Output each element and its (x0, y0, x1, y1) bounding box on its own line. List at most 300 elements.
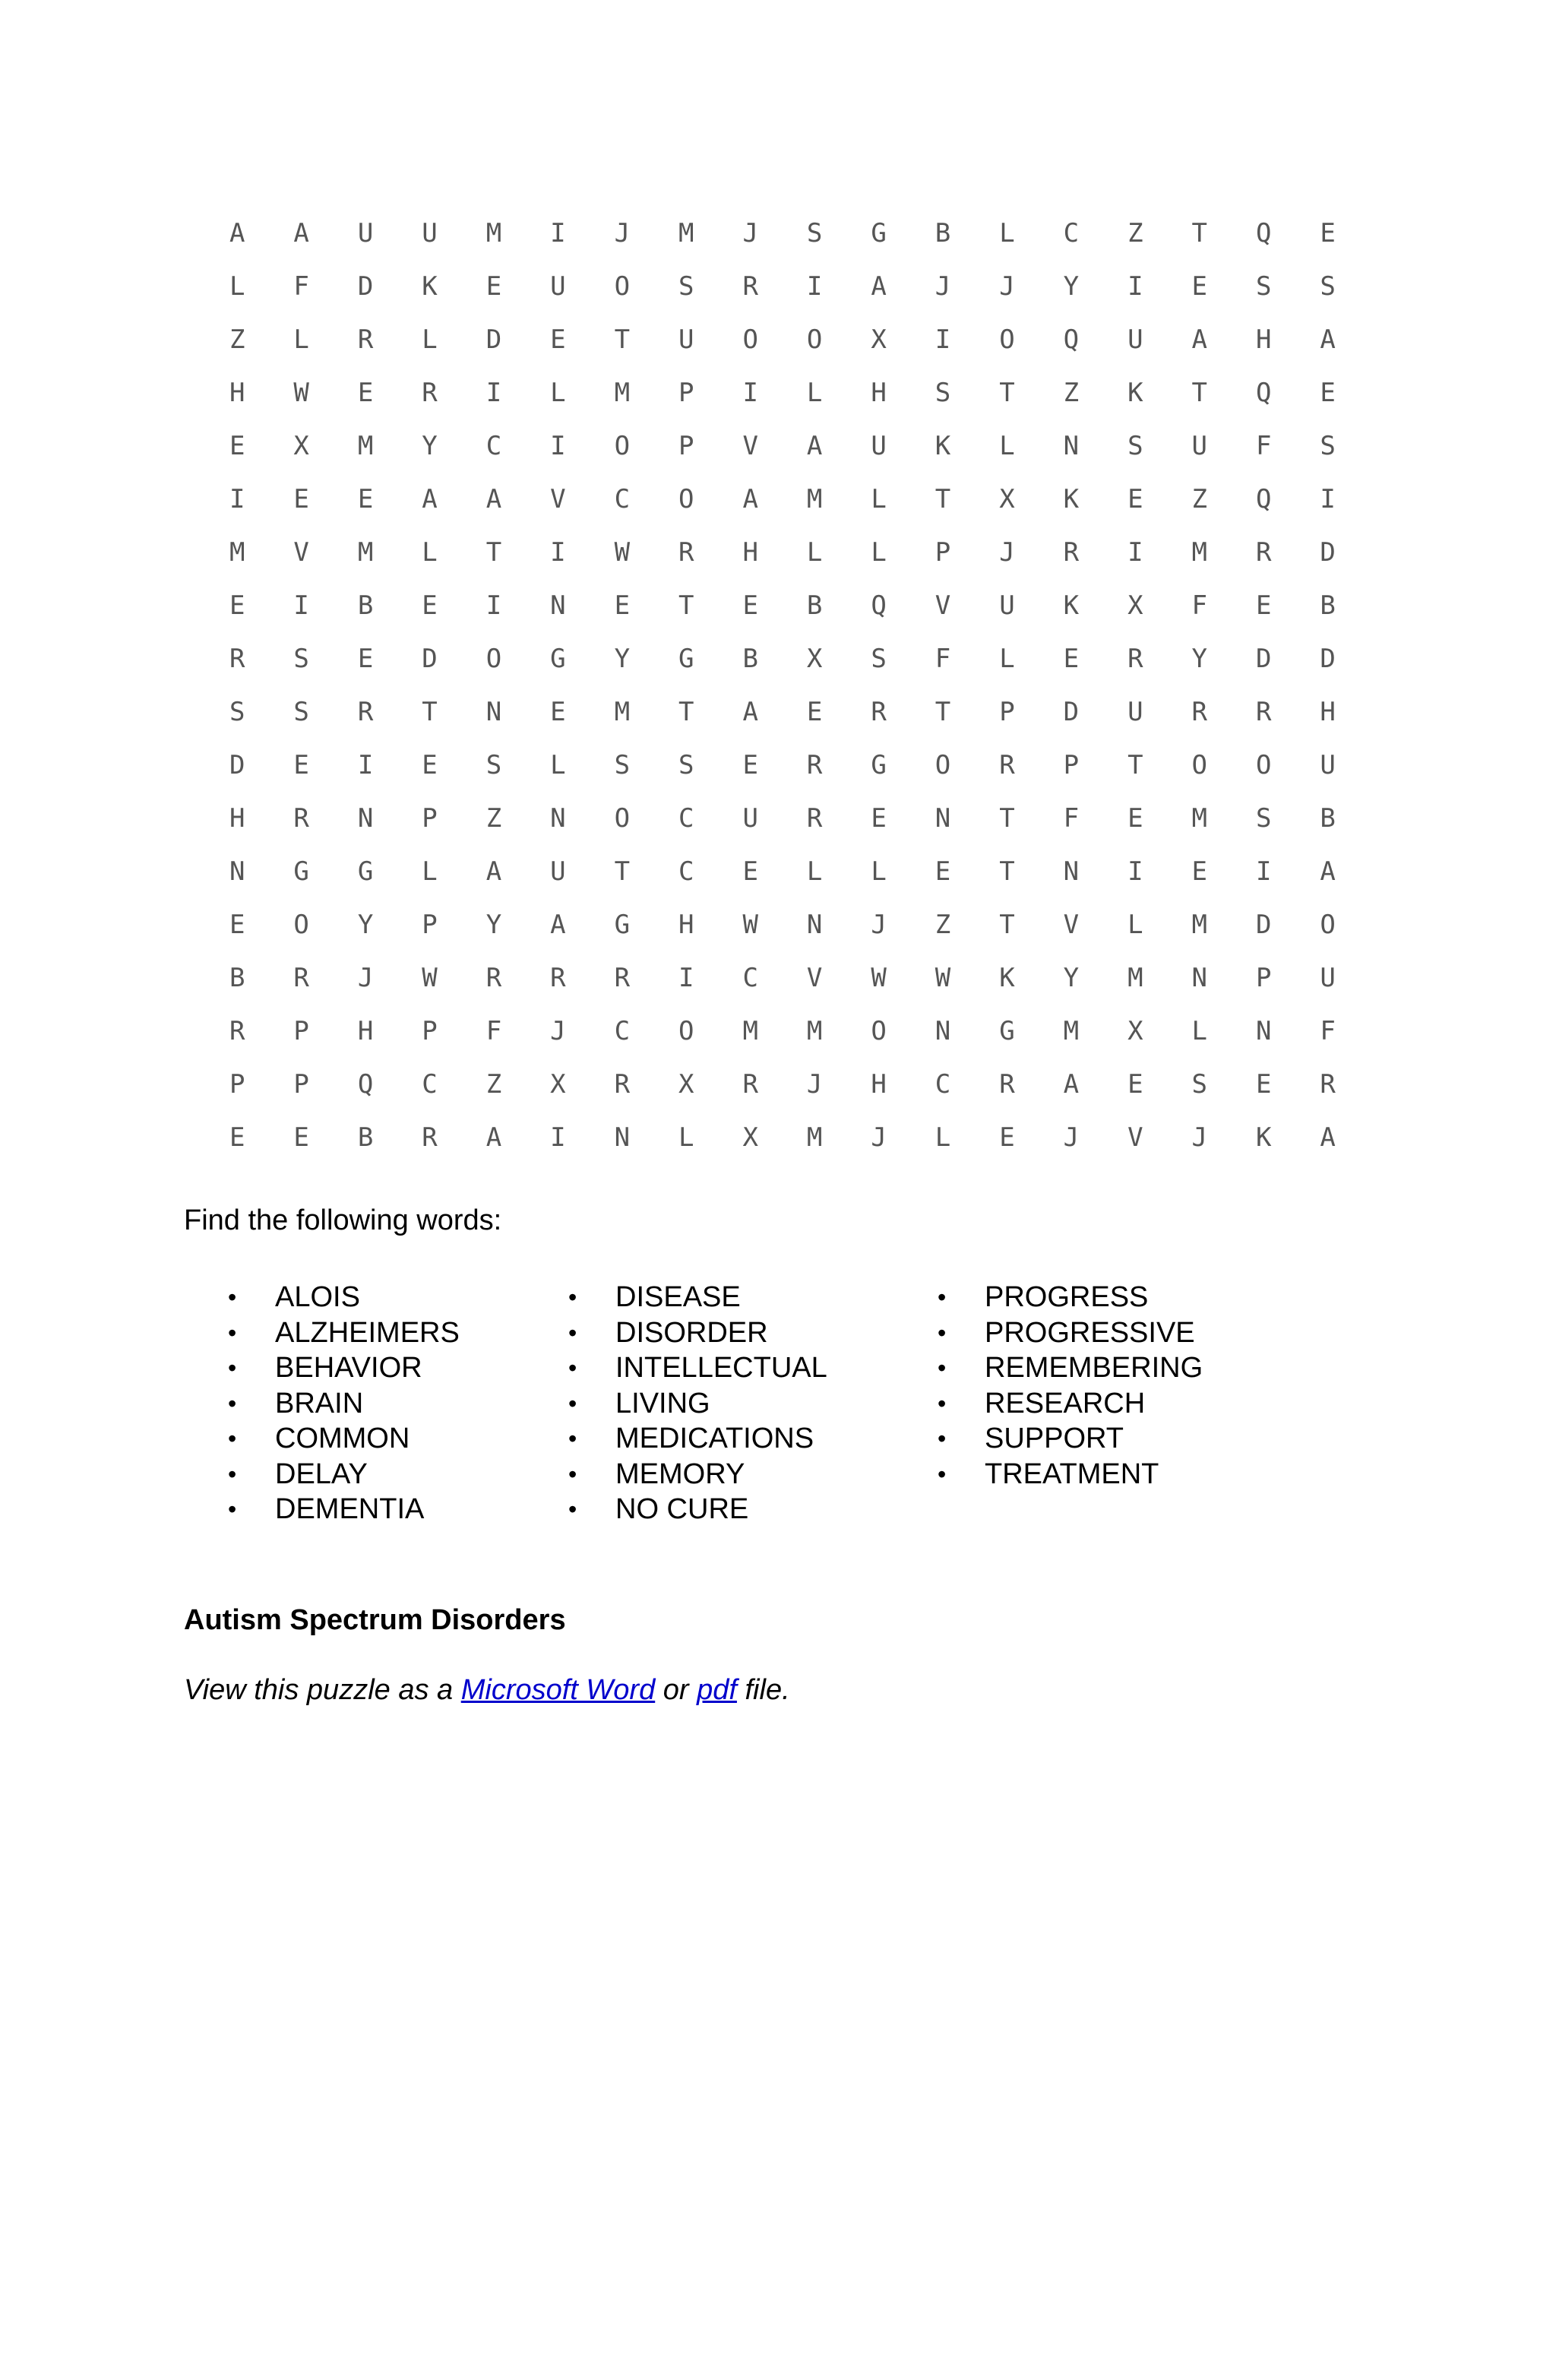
grid-letter: I (806, 271, 823, 302)
grid-letter: N (1191, 963, 1208, 993)
grid-letter: E (742, 590, 758, 621)
grid-letter: U (550, 856, 566, 887)
grid-letter: E (1320, 378, 1336, 408)
grid-letter: S (1255, 803, 1272, 834)
grid-letter: J (871, 1122, 887, 1153)
grid-row (205, 366, 1360, 419)
grid-letter: R (742, 1069, 758, 1100)
grid-letter: M (614, 697, 631, 727)
grid-row (205, 526, 1360, 579)
grid-letter: M (357, 537, 374, 568)
grid-letter: R (742, 271, 758, 302)
grid-letter: P (422, 910, 438, 940)
grid-letter: A (806, 431, 823, 461)
grid-row (205, 579, 1360, 632)
grid-letter: I (1127, 856, 1143, 887)
grid-letter: U (1191, 431, 1208, 461)
grid-letter: I (678, 963, 694, 993)
grid-letter: A (1191, 324, 1208, 355)
grid-letter: S (1255, 271, 1272, 302)
grid-letter: Q (871, 590, 887, 621)
grid-letter: M (806, 484, 823, 514)
grid-letter: E (1191, 856, 1208, 887)
grid-row (205, 1058, 1360, 1111)
grid-letter: U (1127, 324, 1143, 355)
grid-letter: I (1320, 484, 1336, 514)
grid-letter: E (485, 271, 502, 302)
grid-letter: G (871, 218, 887, 248)
grid-letter: N (1063, 431, 1080, 461)
grid-letter: C (485, 431, 502, 461)
grid-letter: Y (357, 910, 374, 940)
grid-letter: R (422, 378, 438, 408)
grid-letter: E (1127, 1069, 1143, 1100)
grid-letter: O (678, 1016, 694, 1046)
grid-letter: I (485, 590, 502, 621)
grid-letter: E (550, 697, 566, 727)
grid-letter: L (1127, 910, 1143, 940)
grid-letter: G (678, 644, 694, 674)
grid-letter: V (550, 484, 566, 514)
grid-letter: Q (1255, 218, 1272, 248)
grid-letter: R (293, 803, 309, 834)
grid-letter: X (293, 431, 309, 461)
grid-letter: R (293, 963, 309, 993)
grid-letter: Y (614, 644, 631, 674)
view-puzzle-line (184, 1673, 790, 1707)
view-line-middle: or (655, 1674, 697, 1706)
grid-letter: E (293, 484, 309, 514)
word-list-item: • INTELLECTUAL (524, 1350, 827, 1386)
grid-row (205, 313, 1360, 366)
grid-letter: E (1255, 590, 1272, 621)
grid-letter: S (1127, 431, 1143, 461)
word-list-column-2 (524, 1280, 827, 1527)
grid-letter: G (550, 644, 566, 674)
grid-letter: Z (1191, 484, 1208, 514)
grid-letter: L (999, 218, 1015, 248)
grid-letter: G (999, 1016, 1015, 1046)
grid-letter: N (485, 697, 502, 727)
grid-row (205, 207, 1360, 260)
grid-row (205, 845, 1360, 898)
grid-letter: D (485, 324, 502, 355)
grid-letter: E (1127, 484, 1143, 514)
grid-letter: W (935, 963, 951, 993)
word-list-item: • REMEMBERING (893, 1350, 1203, 1386)
grid-letter: G (614, 910, 631, 940)
grid-letter: S (1191, 1069, 1208, 1100)
grid-letter: J (614, 218, 631, 248)
grid-letter: R (999, 1069, 1015, 1100)
grid-letter: O (999, 324, 1015, 355)
grid-letter: K (1063, 484, 1080, 514)
grid-letter: H (871, 1069, 887, 1100)
word-list (184, 1280, 1399, 1538)
grid-letter: A (742, 484, 758, 514)
grid-letter: H (871, 378, 887, 408)
grid-letter: T (1191, 218, 1208, 248)
grid-letter: T (485, 537, 502, 568)
grid-letter: P (1063, 750, 1080, 780)
grid-letter: T (999, 803, 1015, 834)
word-list-column-1 (184, 1280, 460, 1527)
grid-letter: V (935, 590, 951, 621)
grid-letter: E (1127, 803, 1143, 834)
grid-letter: J (999, 537, 1015, 568)
grid-letter: P (678, 378, 694, 408)
grid-letter: T (1127, 750, 1143, 780)
grid-letter: H (229, 803, 245, 834)
grid-letter: T (999, 910, 1015, 940)
grid-letter: Z (1127, 218, 1143, 248)
grid-letter: O (935, 750, 951, 780)
word-list-item: • BRAIN (184, 1386, 460, 1422)
grid-letter: E (357, 484, 374, 514)
grid-letter: S (935, 378, 951, 408)
grid-letter: L (422, 537, 438, 568)
grid-letter: U (357, 218, 374, 248)
grid-letter: X (550, 1069, 566, 1100)
grid-letter: Y (485, 910, 502, 940)
grid-letter: V (1127, 1122, 1143, 1153)
grid-letter: E (422, 590, 438, 621)
grid-letter: E (550, 324, 566, 355)
grid-letter: P (935, 537, 951, 568)
grid-letter: A (293, 218, 309, 248)
grid-letter: L (1191, 1016, 1208, 1046)
grid-letter: P (1255, 963, 1272, 993)
grid-row (205, 792, 1360, 845)
grid-letter: S (806, 218, 823, 248)
grid-letter: V (742, 431, 758, 461)
grid-letter: K (1063, 590, 1080, 621)
grid-letter: X (678, 1069, 694, 1100)
grid-letter: A (1320, 856, 1336, 887)
word-list-item: • NO CURE (524, 1492, 827, 1527)
grid-letter: N (614, 1122, 631, 1153)
grid-letter: G (293, 856, 309, 887)
word-list-item: • DISORDER (524, 1315, 827, 1351)
grid-letter: V (1063, 910, 1080, 940)
grid-letter: H (1255, 324, 1272, 355)
grid-letter: P (678, 431, 694, 461)
grid-letter: J (999, 271, 1015, 302)
grid-letter: R (806, 803, 823, 834)
grid-letter: N (550, 590, 566, 621)
word-list-item: • MEMORY (524, 1457, 827, 1492)
grid-letter: T (1191, 378, 1208, 408)
grid-letter: E (357, 644, 374, 674)
word-list-item: • LIVING (524, 1386, 827, 1422)
grid-letter: K (1127, 378, 1143, 408)
grid-letter: W (422, 963, 438, 993)
grid-letter: S (485, 750, 502, 780)
grid-letter: Z (229, 324, 245, 355)
grid-letter: O (1191, 750, 1208, 780)
grid-letter: B (357, 590, 374, 621)
microsoft-word-link[interactable]: Microsoft Word (460, 1674, 656, 1706)
grid-letter: D (1063, 697, 1080, 727)
grid-letter: H (1320, 697, 1336, 727)
grid-letter: A (485, 856, 502, 887)
grid-letter: T (614, 324, 631, 355)
word-list-item: • PROGRESS (893, 1280, 1203, 1315)
grid-letter: R (999, 750, 1015, 780)
grid-letter: E (229, 910, 245, 940)
grid-letter: J (1063, 1122, 1080, 1153)
grid-letter: C (742, 963, 758, 993)
grid-letter: I (1127, 271, 1143, 302)
grid-letter: T (935, 697, 951, 727)
grid-letter: C (614, 484, 631, 514)
grid-letter: Q (357, 1069, 374, 1100)
grid-letter: F (485, 1016, 502, 1046)
grid-letter: C (678, 803, 694, 834)
grid-letter: T (999, 378, 1015, 408)
grid-letter: O (293, 910, 309, 940)
grid-letter: E (742, 750, 758, 780)
grid-letter: R (229, 644, 245, 674)
grid-letter: N (550, 803, 566, 834)
grid-letter: H (742, 537, 758, 568)
grid-letter: S (293, 644, 309, 674)
grid-letter: X (999, 484, 1015, 514)
grid-letter: E (806, 697, 823, 727)
grid-letter: A (485, 484, 502, 514)
grid-letter: O (485, 644, 502, 674)
grid-letter: L (999, 644, 1015, 674)
grid-letter: S (678, 271, 694, 302)
grid-letter: D (1255, 644, 1272, 674)
grid-letter: R (550, 963, 566, 993)
grid-letter: J (357, 963, 374, 993)
section-heading: Autism Spectrum Disorders (184, 1604, 566, 1636)
grid-letter: V (293, 537, 309, 568)
word-list-item: • ALOIS (184, 1280, 460, 1315)
grid-letter: M (229, 537, 245, 568)
grid-letter: J (871, 910, 887, 940)
word-list-item: • DELAY (184, 1457, 460, 1492)
grid-letter: P (293, 1016, 309, 1046)
grid-letter: R (1127, 644, 1143, 674)
grid-letter: B (742, 644, 758, 674)
grid-letter: M (1191, 803, 1208, 834)
grid-row (205, 951, 1360, 1005)
grid-letter: X (871, 324, 887, 355)
grid-letter: L (806, 378, 823, 408)
grid-row (205, 739, 1360, 792)
grid-letter: J (1191, 1122, 1208, 1153)
grid-letter: A (229, 218, 245, 248)
grid-letter: E (293, 750, 309, 780)
grid-letter: M (485, 218, 502, 248)
grid-row (205, 685, 1360, 739)
grid-row (205, 473, 1360, 526)
grid-letter: N (935, 1016, 951, 1046)
grid-letter: U (422, 218, 438, 248)
grid-letter: R (1191, 697, 1208, 727)
grid-letter: O (742, 324, 758, 355)
grid-letter: M (1127, 963, 1143, 993)
grid-letter: U (1127, 697, 1143, 727)
grid-letter: R (806, 750, 823, 780)
grid-letter: A (1320, 1122, 1336, 1153)
grid-letter: L (806, 537, 823, 568)
grid-letter: U (742, 803, 758, 834)
word-list-item: • RESEARCH (893, 1386, 1203, 1422)
word-list-item: • TREATMENT (893, 1457, 1203, 1492)
grid-letter: A (742, 697, 758, 727)
grid-letter: V (806, 963, 823, 993)
grid-letter: Q (1255, 378, 1272, 408)
grid-letter: P (229, 1069, 245, 1100)
grid-letter: X (742, 1122, 758, 1153)
grid-letter: W (871, 963, 887, 993)
grid-letter: I (229, 484, 245, 514)
grid-letter: X (1127, 590, 1143, 621)
grid-letter: S (678, 750, 694, 780)
grid-letter: O (614, 431, 631, 461)
grid-letter: I (485, 378, 502, 408)
word-list-item: • COMMON (184, 1421, 460, 1457)
grid-letter: C (422, 1069, 438, 1100)
grid-letter: D (1320, 537, 1336, 568)
grid-letter: Z (1063, 378, 1080, 408)
grid-letter: E (1191, 271, 1208, 302)
grid-letter: R (357, 697, 374, 727)
grid-letter: G (357, 856, 374, 887)
grid-letter: R (422, 1122, 438, 1153)
grid-letter: E (357, 378, 374, 408)
word-list-item: • BEHAVIOR (184, 1350, 460, 1386)
word-list-item: • PROGRESSIVE (893, 1315, 1203, 1351)
grid-letter: I (293, 590, 309, 621)
grid-letter: M (614, 378, 631, 408)
grid-letter: K (1255, 1122, 1272, 1153)
grid-letter: L (550, 378, 566, 408)
grid-letter: O (1320, 910, 1336, 940)
grid-letter: D (229, 750, 245, 780)
grid-letter: A (1320, 324, 1336, 355)
grid-letter: H (357, 1016, 374, 1046)
grid-letter: E (293, 1122, 309, 1153)
grid-letter: I (1127, 537, 1143, 568)
grid-letter: R (229, 1016, 245, 1046)
grid-letter: M (678, 218, 694, 248)
grid-letter: E (229, 590, 245, 621)
grid-letter: W (742, 910, 758, 940)
grid-letter: N (806, 910, 823, 940)
grid-letter: P (293, 1069, 309, 1100)
grid-row (205, 898, 1360, 951)
grid-letter: R (871, 697, 887, 727)
grid-letter: L (550, 750, 566, 780)
grid-letter: W (293, 378, 309, 408)
grid-letter: N (1063, 856, 1080, 887)
grid-letter: R (614, 963, 631, 993)
grid-letter: E (229, 1122, 245, 1153)
grid-letter: M (742, 1016, 758, 1046)
grid-letter: O (1255, 750, 1272, 780)
grid-letter: R (1063, 537, 1080, 568)
grid-row (205, 260, 1360, 313)
grid-letter: E (614, 590, 631, 621)
grid-letter: S (1320, 271, 1336, 302)
grid-letter: U (1320, 963, 1336, 993)
grid-letter: D (1320, 644, 1336, 674)
grid-letter: P (422, 803, 438, 834)
grid-letter: K (422, 271, 438, 302)
grid-letter: I (935, 324, 951, 355)
grid-letter: I (550, 431, 566, 461)
grid-letter: N (935, 803, 951, 834)
grid-letter: L (293, 324, 309, 355)
grid-letter: B (229, 963, 245, 993)
grid-letter: B (806, 590, 823, 621)
grid-letter: U (550, 271, 566, 302)
grid-letter: B (935, 218, 951, 248)
grid-letter: T (935, 484, 951, 514)
grid-letter: F (1063, 803, 1080, 834)
grid-letter: W (614, 537, 631, 568)
word-list-item: • DISEASE (524, 1280, 827, 1315)
grid-letter: K (935, 431, 951, 461)
grid-letter: E (871, 803, 887, 834)
grid-letter: Q (1063, 324, 1080, 355)
grid-letter: D (357, 271, 374, 302)
grid-letter: I (550, 1122, 566, 1153)
grid-letter: R (357, 324, 374, 355)
grid-letter: T (614, 856, 631, 887)
grid-letter: L (935, 1122, 951, 1153)
grid-letter: L (422, 324, 438, 355)
grid-letter: L (871, 856, 887, 887)
grid-letter: L (871, 484, 887, 514)
grid-letter: I (1255, 856, 1272, 887)
grid-letter: R (678, 537, 694, 568)
grid-letter: X (806, 644, 823, 674)
grid-letter: C (678, 856, 694, 887)
view-line-prefix: View this puzzle as a (184, 1674, 461, 1706)
instructions-text: Find the following words: (184, 1204, 502, 1236)
grid-letter: U (999, 590, 1015, 621)
grid-letter: U (678, 324, 694, 355)
grid-letter: F (1191, 590, 1208, 621)
grid-letter: D (422, 644, 438, 674)
grid-letter: R (1255, 537, 1272, 568)
grid-letter: M (806, 1122, 823, 1153)
grid-letter: Z (935, 910, 951, 940)
grid-letter: P (999, 697, 1015, 727)
grid-letter: Z (485, 1069, 502, 1100)
grid-letter: A (485, 1122, 502, 1153)
grid-letter: O (614, 803, 631, 834)
grid-letter: T (422, 697, 438, 727)
grid-letter: L (999, 431, 1015, 461)
grid-letter: S (1320, 431, 1336, 461)
grid-letter: S (229, 697, 245, 727)
grid-letter: B (357, 1122, 374, 1153)
word-list-item: • ALZHEIMERS (184, 1315, 460, 1351)
grid-letter: E (935, 856, 951, 887)
grid-letter: E (1320, 218, 1336, 248)
grid-letter: D (1255, 910, 1272, 940)
grid-letter: L (871, 537, 887, 568)
grid-letter: O (678, 484, 694, 514)
grid-letter: E (422, 750, 438, 780)
pdf-link[interactable]: pdf (697, 1674, 737, 1706)
